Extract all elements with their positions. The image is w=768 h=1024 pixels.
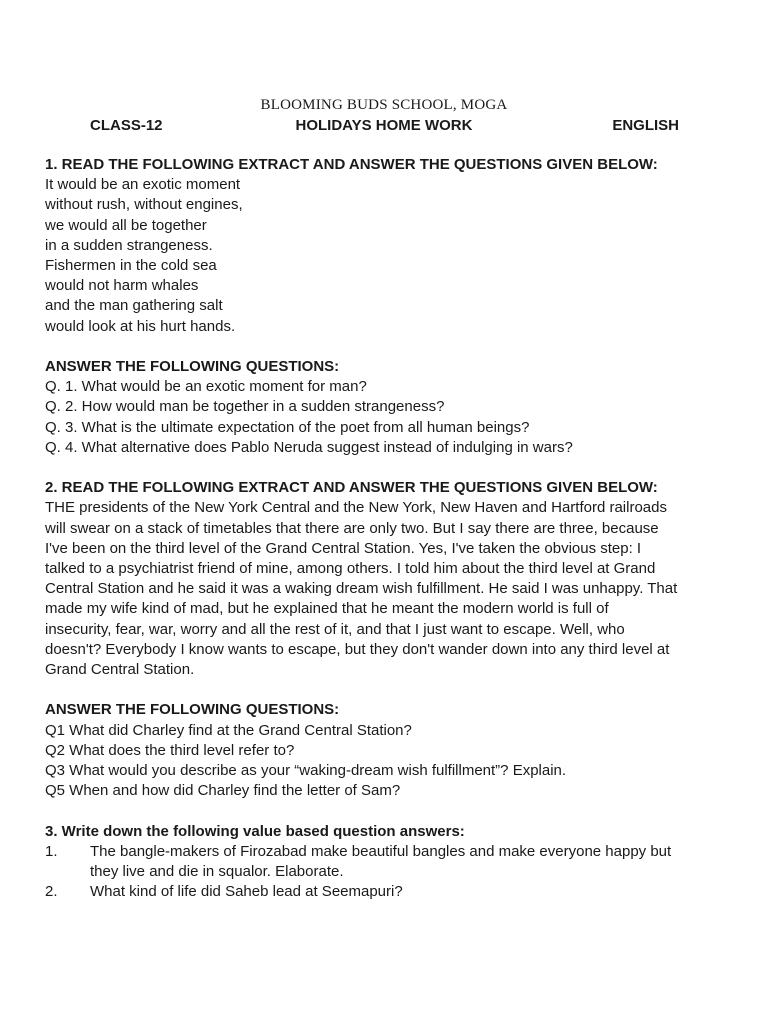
subject-label: ENGLISH — [612, 117, 679, 134]
passage-line: THE presidents of the New York Central and the New York, New Haven and Hartford railroads — [45, 499, 667, 517]
question-item: Q3 What would you describe as your “waking-dream wish fulfillment”? Explain. — [45, 762, 567, 780]
section-1-heading: 1. READ THE FOLLOWING EXTRACT AND ANSWER THE QUESTIONS GIVEN BELOW: — [45, 156, 658, 173]
section-2 — [45, 478, 725, 801]
passage-line: will swear on a stack of timetables that there are only two. But I say there are three, because — [45, 519, 659, 537]
passage-line: doesn't? Everybody I know wants to escape, but they don't wander down into any third level at — [45, 640, 670, 658]
poem-line: without rush, without engines, — [45, 196, 243, 214]
poem-line: Fishermen in the cold sea — [45, 257, 217, 275]
section-1-questions-heading: ANSWER THE FOLLOWING QUESTIONS: — [45, 358, 340, 376]
school-name: BLOOMING BUDS SCHOOL, MOGA — [260, 97, 508, 113]
poem-line: we would all be together — [45, 216, 207, 234]
poem-line: It would be an exotic moment — [45, 176, 241, 194]
section-1-questions — [45, 377, 725, 458]
section-2-heading: 2. READ THE FOLLOWING EXTRACT AND ANSWER THE QUESTIONS GIVEN BELOW: — [45, 479, 658, 497]
poem-line: would not harm whales — [45, 277, 199, 295]
prose-extract — [45, 498, 725, 680]
question-item: Q. 2. How would man be together in a sudden strangeness? — [45, 398, 445, 416]
passage-line: Central Station and he said it was a waking dream wish fulfillment. He said I was unhappy. That — [45, 580, 678, 598]
passage-line: Grand Central Station. — [45, 661, 195, 679]
section-3-heading: 3. Write down the following value based question answers: — [45, 822, 465, 840]
section-1 — [45, 155, 725, 458]
question-item: Q5 When and how did Charley find the letter of Sam? — [45, 782, 401, 800]
passage-line: made my wife kind of mad, but he explained that he meant the modern world is full of — [45, 600, 609, 618]
question-item: Q. 4. What alternative does Pablo Neruda suggest instead of indulging in wars? — [45, 438, 573, 456]
question-item: Q2 What does the third level refer to? — [45, 741, 295, 759]
list-item-text: What kind of life did Saheb lead at Seemapuri? — [90, 883, 403, 901]
list-item — [45, 882, 725, 902]
question-item: Q1 What did Charley find at the Grand Central Station? — [45, 721, 412, 739]
poem-line: and the man gathering salt — [45, 297, 223, 315]
poem-line: in a sudden strangeness. — [45, 236, 213, 254]
list-item-number: 1. — [45, 842, 58, 860]
list-item — [45, 842, 725, 862]
class-label: CLASS-12 — [90, 117, 163, 134]
question-item: Q. 3. What is the ultimate expectation of the poet from all human beings? — [45, 418, 530, 436]
passage-line: I've been on the third level of the Grand Central Station. Yes, I've taken the obvious step: I — [45, 539, 642, 557]
list-item-number: 2. — [45, 883, 58, 901]
list-item-text: they live and die in squalor. Elaborate. — [90, 863, 344, 881]
section-2-questions-heading: ANSWER THE FOLLOWING QUESTIONS: — [45, 701, 340, 719]
question-item: Q. 1. What would be an exotic moment for man? — [45, 378, 367, 396]
poem-extract — [45, 175, 725, 337]
document-body — [45, 155, 725, 902]
value-question-list — [45, 842, 725, 903]
list-item-text: The bangle-makers of Firozabad make beautiful bangles and make everyone happy but — [90, 842, 672, 860]
section-3 — [45, 822, 725, 903]
poem-line: would look at his hurt hands. — [45, 317, 236, 335]
section-2-questions — [45, 721, 725, 802]
passage-line: talked to a psychiatrist friend of mine, among others. I told him about the third level at Grand — [45, 560, 656, 578]
passage-line: insecurity, fear, war, worry and all the rest of it, and that I just want to escape. Well, who — [45, 620, 625, 638]
page-title: HOLIDAYS HOME WORK — [295, 117, 473, 134]
